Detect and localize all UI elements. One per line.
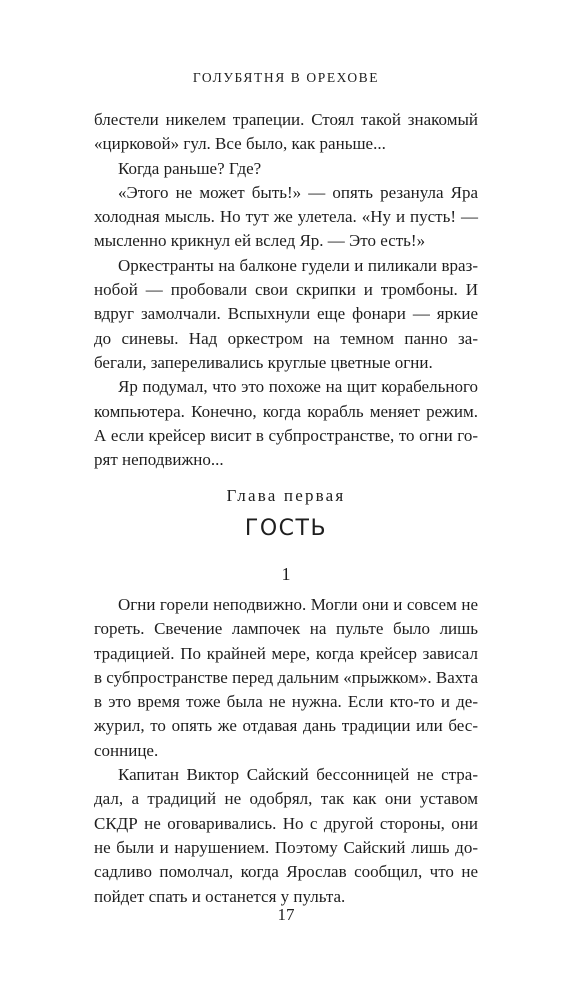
- chapter-text-block: [94, 593, 478, 909]
- paragraph: Огни горели неподвижно. Могли они и совсем не гореть. Свечение лампочек на пульте было лишь традицией. По крайней мере, когда крейсер зависал в субпространстве перед дальним «прыжком». Вахта в это время тоже была не нужна. Если кто-то и дежурил, то опять же отдавая дань традиции или бессоннице.: [94, 595, 478, 760]
- section-number: 1: [281, 564, 291, 584]
- book-page: [94, 0, 478, 1000]
- paragraph: «Этого не может быть!» — опять резанула Яра холодная мысль. Но тут же улетела. «Ну и пусть! — мысленно крикнул ей вслед Яр. — Это есть!»: [94, 182, 478, 251]
- paragraph: Оркестранты на балконе гудели и пиликали вразнобой — пробовали свои скрипки и тромбоны. И вдруг замолчали. Вспыхнули еще фонари — яркие до синевы. Над оркестром на темном панно забегали, запереливались круглые цветные огни.: [94, 255, 478, 372]
- chapter-title: ГОСТЬ: [244, 516, 328, 541]
- paragraph: блестели никелем трапеции. Стоял такой знакомый «цирковой» гул. Все было, как раньше...: [94, 110, 478, 154]
- paragraph: Яр подумал, что это похоже на щит корабельного компьютера. Конечно, когда корабль меняет режим. А если крейсер висит в субпространстве, то огни горят неподвижно...: [94, 377, 478, 470]
- intro-text-block: [94, 108, 478, 472]
- paragraph: Капитан Виктор Сайский бессонницей не страдал, а традиций не одобрял, так как они уставом СКДР не оговаривались. Но с другой стороны, они не были и нарушением. Поэтому Сайский лишь досадливо помолчал, когда Ярослав сообщил, что не пойдет спать и останется у пульта.: [94, 765, 478, 906]
- running-head: ГОЛУБЯТНЯ В ОРЕХОВЕ: [192, 70, 380, 85]
- page-number: 17: [277, 905, 295, 924]
- paragraph: Когда раньше? Где?: [118, 158, 262, 178]
- chapter-label: Глава первая: [226, 486, 346, 505]
